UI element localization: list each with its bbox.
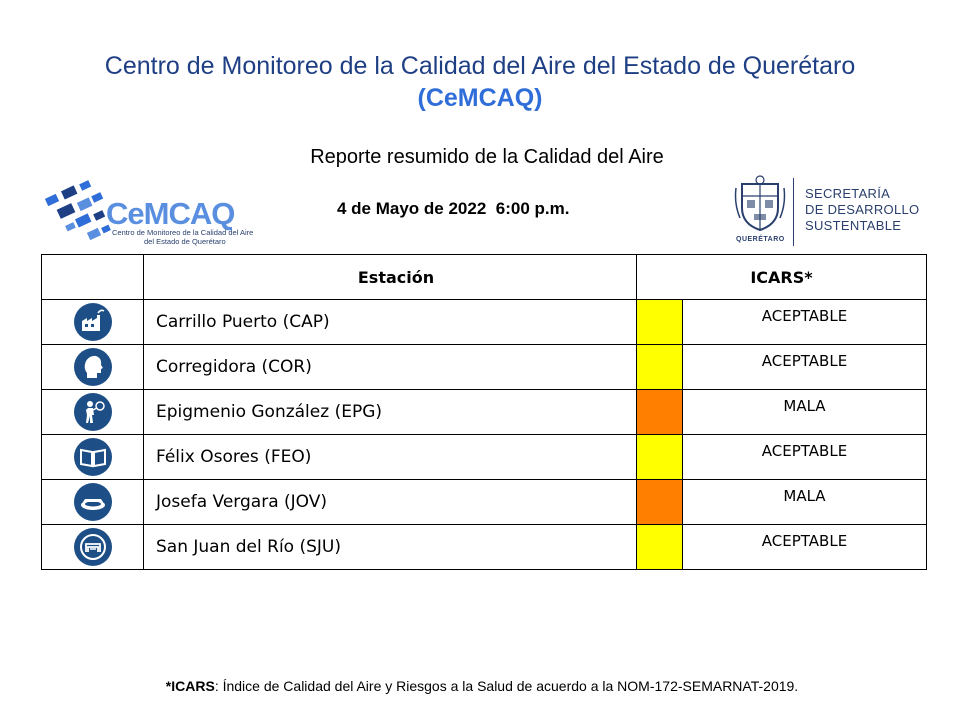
stadium-icon — [74, 483, 112, 521]
header-station: Estación — [144, 255, 637, 300]
table-row — [42, 390, 927, 435]
station-name: Corregidora (COR) — [144, 345, 637, 390]
table-header-row — [42, 255, 927, 300]
table-row — [42, 525, 927, 570]
footnote-text: : Índice de Calidad del Aire y Riesgos a la Salud de acuerdo a la NOM-172-SEMARNAT-2019. — [214, 678, 799, 694]
station-name: San Juan del Río (SJU) — [144, 525, 637, 570]
cemcaq-logo-brand: CeMCAQ — [106, 196, 235, 231]
station-icon-cell — [42, 390, 144, 435]
level-text: ACEPTABLE — [761, 442, 848, 460]
factory-icon — [74, 303, 112, 341]
building-emblem-icon — [74, 528, 112, 566]
level-color-swatch — [637, 435, 683, 480]
station-icon-cell — [42, 480, 144, 525]
cemcaq-logo — [40, 176, 264, 250]
table-row — [42, 480, 927, 525]
level-color-swatch — [637, 480, 683, 525]
state-shield-icon — [732, 174, 788, 236]
footnote — [0, 678, 960, 694]
level-text: ACEPTABLE — [761, 532, 848, 550]
station-icon-cell — [42, 345, 144, 390]
level-text: ACEPTABLE — [761, 352, 848, 370]
level-label — [683, 525, 927, 570]
department-line-2: DE DESARROLLO — [805, 202, 920, 217]
level-label — [683, 390, 927, 435]
header-icars: ICARS* — [637, 255, 927, 300]
level-label — [683, 435, 927, 480]
level-color-swatch — [637, 390, 683, 435]
report-title — [0, 50, 960, 114]
secretaria-logo — [732, 174, 932, 250]
station-name: Félix Osores (FEO) — [144, 435, 637, 480]
report-date: 4 de Mayo de 2022 6:00 p.m. — [337, 199, 570, 218]
header-icon-column — [42, 255, 144, 300]
table-row — [42, 345, 927, 390]
table-row — [42, 435, 927, 480]
level-text: MALA — [783, 487, 826, 505]
department-name — [805, 186, 919, 234]
station-icon-cell — [42, 435, 144, 480]
stations-table — [41, 254, 927, 570]
seal-label: QUERÉTARO — [736, 236, 785, 243]
level-label — [683, 300, 927, 345]
level-color-swatch — [637, 525, 683, 570]
profile-head-icon — [74, 348, 112, 386]
level-color-swatch — [637, 345, 683, 390]
report-subtitle: Reporte resumido de la Calidad del Aire — [310, 146, 664, 168]
table-row — [42, 300, 927, 345]
open-book-icon — [74, 438, 112, 476]
station-icon-cell — [42, 525, 144, 570]
level-label — [683, 480, 927, 525]
cemcaq-logo-graphic — [40, 176, 264, 250]
title-text: Centro de Monitoreo de la Calidad del Aire del Estado de Querétaro — [104, 52, 856, 80]
level-text: ACEPTABLE — [761, 307, 848, 325]
station-name: Epigmenio González (EPG) — [144, 390, 637, 435]
level-text: MALA — [783, 397, 826, 415]
level-color-swatch — [637, 300, 683, 345]
footnote-prefix: *ICARS — [165, 678, 215, 694]
logo-divider — [793, 178, 794, 246]
cemcaq-logo-tagline-2: del Estado de Querétaro — [144, 237, 226, 246]
station-name: Carrillo Puerto (CAP) — [144, 300, 637, 345]
title-acronym: (CeMCAQ) — [417, 84, 543, 112]
station-icon-cell — [42, 300, 144, 345]
department-line-3: SUSTENTABLE — [805, 218, 902, 233]
cemcaq-logo-tagline-1: Centro de Monitoreo de la Calidad del Aire — [112, 228, 254, 237]
department-line-1: SECRETARÍA — [805, 186, 891, 201]
statue-icon — [74, 393, 112, 431]
level-label — [683, 345, 927, 390]
station-name: Josefa Vergara (JOV) — [144, 480, 637, 525]
